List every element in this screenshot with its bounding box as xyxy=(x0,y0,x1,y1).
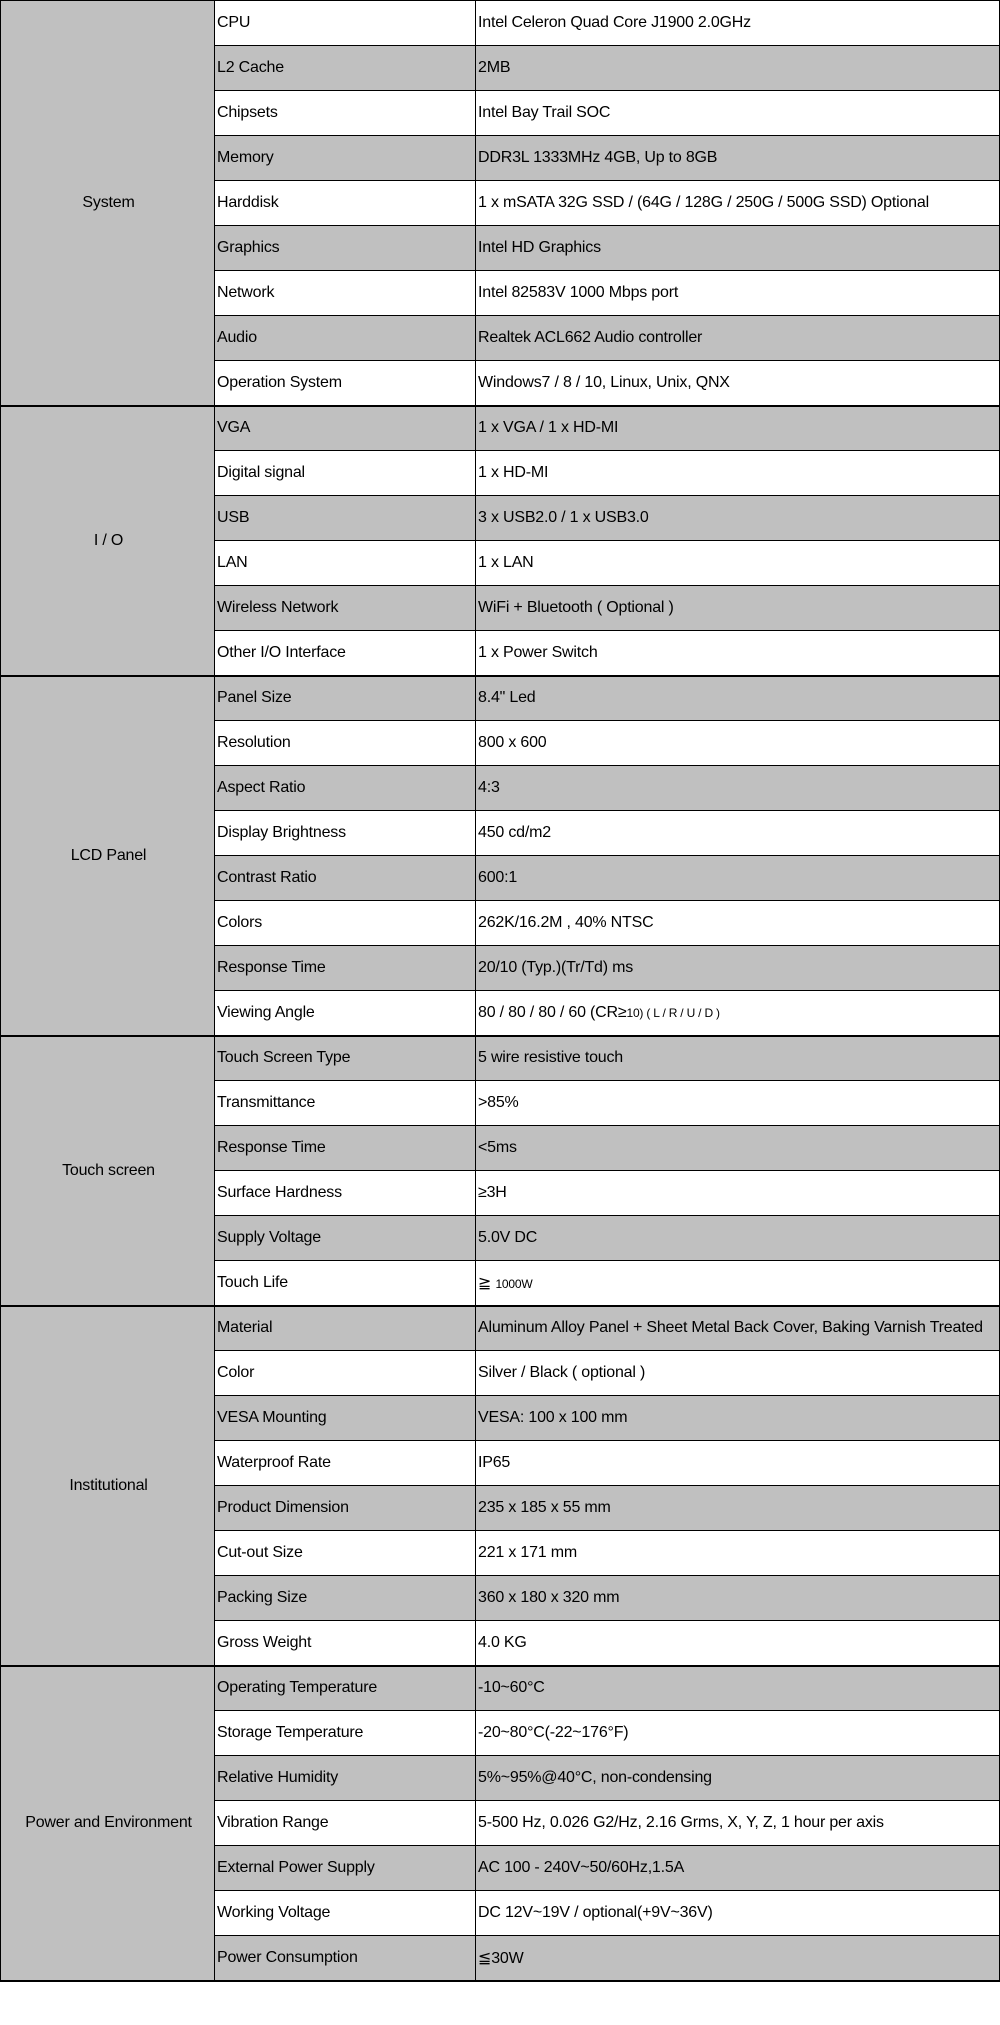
spec-value-text: 1 x LAN xyxy=(478,554,534,571)
group-label: System xyxy=(1,1,215,406)
spec-label: Contrast Ratio xyxy=(215,856,476,901)
spec-label: Relative Humidity xyxy=(215,1756,476,1801)
spec-label: Colors xyxy=(215,901,476,946)
spec-label: Response Time xyxy=(215,946,476,991)
spec-value-text: 3 x USB2.0 / 1 x USB3.0 xyxy=(478,509,649,526)
spec-value-text: 450 cd/m2 xyxy=(478,824,551,841)
spec-label: Chipsets xyxy=(215,91,476,136)
spec-label: Packing Size xyxy=(215,1576,476,1621)
spec-label: Storage Temperature xyxy=(215,1711,476,1756)
spec-label: Supply Voltage xyxy=(215,1216,476,1261)
spec-value-text: Intel Celeron Quad Core J1900 2.0GHz xyxy=(478,14,751,31)
spec-value xyxy=(476,1756,1000,1801)
spec-label: Touch Screen Type xyxy=(215,1036,476,1081)
spec-value xyxy=(476,856,1000,901)
spec-value-text: Windows7 / 8 / 10, Linux, Unix, QNX xyxy=(478,373,730,391)
spec-value xyxy=(476,946,1000,991)
spec-value xyxy=(476,1666,1000,1711)
spec-label: Operating Temperature xyxy=(215,1666,476,1711)
spec-value-text: >85% xyxy=(478,1094,519,1111)
spec-value xyxy=(476,91,1000,136)
spec-value xyxy=(476,271,1000,316)
spec-label: Audio xyxy=(215,316,476,361)
spec-value xyxy=(476,1621,1000,1666)
spec-value-text: Aluminum Alloy Panel + Sheet Metal Back Cover, Baking Varnish Treated xyxy=(478,1319,983,1337)
spec-value xyxy=(476,136,1000,181)
spec-value xyxy=(476,1891,1000,1936)
spec-value-text: AC 100 - 240V~50/60Hz,1.5A xyxy=(478,1859,685,1876)
spec-value-text: 1 x mSATA 32G SSD / (64G / 128G / 250G / 500G SSD) Optional xyxy=(478,194,929,211)
spec-value xyxy=(476,46,1000,91)
spec-label: Aspect Ratio xyxy=(215,766,476,811)
spec-label: Response Time xyxy=(215,1126,476,1171)
spec-value-text: 1 x VGA / 1 x HD-MI xyxy=(478,419,619,437)
spec-value xyxy=(476,1,1000,46)
spec-value-text: 20/10 (Typ.)(Tr/Td) ms xyxy=(478,959,634,976)
spec-value xyxy=(476,1936,1000,1981)
spec-label: Product Dimension xyxy=(215,1486,476,1531)
spec-value xyxy=(476,811,1000,856)
spec-value xyxy=(476,1486,1000,1531)
spec-value-text: WiFi + Bluetooth ( Optional ) xyxy=(478,599,674,616)
spec-value-text: DDR3L 1333MHz 4GB, Up to 8GB xyxy=(478,149,718,166)
spec-value-text: 5.0V DC xyxy=(478,1229,538,1246)
spec-value xyxy=(476,586,1000,631)
spec-value xyxy=(476,1261,1000,1306)
spec-label: Gross Weight xyxy=(215,1621,476,1666)
spec-value-text: 1 x Power Switch xyxy=(478,643,598,661)
spec-value xyxy=(476,1036,1000,1081)
spec-value-text: DC 12V~19V / optional(+9V~36V) xyxy=(478,1904,713,1921)
spec-row xyxy=(1,676,1000,721)
spec-label: Resolution xyxy=(215,721,476,766)
spec-value-text: 262K/16.2M , 40% NTSC xyxy=(478,914,654,931)
spec-label: Power Consumption xyxy=(215,1936,476,1981)
spec-value-text: 5-500 Hz, 0.026 G2/Hz, 2.16 Grms, X, Y, Z, 1 hour per axis xyxy=(478,1814,884,1831)
spec-value xyxy=(476,721,1000,766)
spec-value-text: 2MB xyxy=(478,59,511,76)
spec-value xyxy=(476,1351,1000,1396)
spec-label: Memory xyxy=(215,136,476,181)
spec-label: Panel Size xyxy=(215,676,476,721)
spec-value-small-text: 1000W xyxy=(495,1276,533,1291)
spec-label: Graphics xyxy=(215,226,476,271)
spec-label: Network xyxy=(215,271,476,316)
spec-label: Material xyxy=(215,1306,476,1351)
spec-value xyxy=(476,361,1000,406)
spec-label: Operation System xyxy=(215,361,476,406)
spec-value xyxy=(476,901,1000,946)
spec-value-text: Realtek ACL662 Audio controller xyxy=(478,329,703,346)
spec-value-text: ≥3H xyxy=(478,1184,507,1201)
spec-value xyxy=(476,541,1000,586)
spec-label: VESA Mounting xyxy=(215,1396,476,1441)
spec-value-small-text: 10) ( L / R / U / D ) xyxy=(626,1005,720,1020)
spec-value xyxy=(476,1396,1000,1441)
spec-value-text: VESA: 100 x 100 mm xyxy=(478,1409,628,1426)
spec-value xyxy=(476,631,1000,676)
spec-value-text: ≧ xyxy=(478,1274,496,1292)
spec-value-text: 5 wire resistive touch xyxy=(478,1049,623,1067)
spec-value-text: ≦30W xyxy=(478,1949,524,1967)
spec-row xyxy=(1,1036,1000,1081)
spec-value-text: 800 x 600 xyxy=(478,734,547,751)
spec-value xyxy=(476,1216,1000,1261)
group-label: Institutional xyxy=(1,1306,215,1666)
spec-label: Vibration Range xyxy=(215,1801,476,1846)
spec-row xyxy=(1,1666,1000,1711)
spec-label: External Power Supply xyxy=(215,1846,476,1891)
spec-value xyxy=(476,1576,1000,1621)
spec-value xyxy=(476,316,1000,361)
spec-value-text: 8.4" Led xyxy=(478,689,536,707)
spec-value xyxy=(476,766,1000,811)
spec-value xyxy=(476,1801,1000,1846)
spec-label: Cut-out Size xyxy=(215,1531,476,1576)
spec-label: VGA xyxy=(215,406,476,451)
spec-value-text: 235 x 185 x 55 mm xyxy=(478,1499,611,1516)
spec-label: Waterproof Rate xyxy=(215,1441,476,1486)
spec-label: Touch Life xyxy=(215,1261,476,1306)
spec-label: Viewing Angle xyxy=(215,991,476,1036)
spec-value-text: 80 / 80 / 80 / 60 (CR≥ xyxy=(478,1003,627,1021)
group-label: Power and Environment xyxy=(1,1666,215,1981)
spec-label: LAN xyxy=(215,541,476,586)
spec-value-text: Intel HD Graphics xyxy=(478,239,601,256)
spec-label: Transmittance xyxy=(215,1081,476,1126)
spec-value xyxy=(476,991,1000,1036)
spec-label: Display Brightness xyxy=(215,811,476,856)
spec-row xyxy=(1,1,1000,46)
spec-value xyxy=(476,1846,1000,1891)
spec-value-text: <5ms xyxy=(478,1139,517,1156)
spec-value-text: 360 x 180 x 320 mm xyxy=(478,1589,620,1606)
spec-label: USB xyxy=(215,496,476,541)
spec-value-text: 1 x HD-MI xyxy=(478,464,549,481)
spec-label: Surface Hardness xyxy=(215,1171,476,1216)
spec-value-text: 4.0 KG xyxy=(478,1633,527,1651)
spec-value xyxy=(476,1081,1000,1126)
spec-label: Wireless Network xyxy=(215,586,476,631)
spec-value-text: Intel Bay Trail SOC xyxy=(478,104,611,121)
spec-value xyxy=(476,181,1000,226)
spec-label: CPU xyxy=(215,1,476,46)
spec-value-text: Silver / Black ( optional ) xyxy=(478,1364,646,1381)
spec-value-text: -20~80°C(-22~176°F) xyxy=(478,1724,629,1741)
group-label: I / O xyxy=(1,406,215,676)
spec-label: Color xyxy=(215,1351,476,1396)
spec-value xyxy=(476,1171,1000,1216)
group-label: LCD Panel xyxy=(1,676,215,1036)
spec-value xyxy=(476,406,1000,451)
spec-value xyxy=(476,676,1000,721)
spec-value xyxy=(476,496,1000,541)
spec-value xyxy=(476,1441,1000,1486)
group-label: Touch screen xyxy=(1,1036,215,1306)
spec-value xyxy=(476,451,1000,496)
spec-value-text: -10~60°C xyxy=(478,1679,545,1697)
spec-label: Digital signal xyxy=(215,451,476,496)
spec-label: L2 Cache xyxy=(215,46,476,91)
spec-value-text: 4:3 xyxy=(478,779,500,796)
spec-label: Harddisk xyxy=(215,181,476,226)
spec-label: Working Voltage xyxy=(215,1891,476,1936)
spec-label: Other I/O Interface xyxy=(215,631,476,676)
spec-row xyxy=(1,1306,1000,1351)
spec-table-body xyxy=(1,1,1000,1981)
spec-value-text: 600:1 xyxy=(478,869,518,886)
spec-value xyxy=(476,1306,1000,1351)
spec-value xyxy=(476,226,1000,271)
spec-row xyxy=(1,406,1000,451)
spec-value-text: Intel 82583V 1000 Mbps port xyxy=(478,284,679,301)
spec-value xyxy=(476,1126,1000,1171)
spec-value-text: 5%~95%@40°C, non-condensing xyxy=(478,1769,712,1786)
spec-value xyxy=(476,1531,1000,1576)
spec-value-text: IP65 xyxy=(478,1454,511,1471)
spec-value-text: 221 x 171 mm xyxy=(478,1544,577,1561)
spec-value xyxy=(476,1711,1000,1756)
